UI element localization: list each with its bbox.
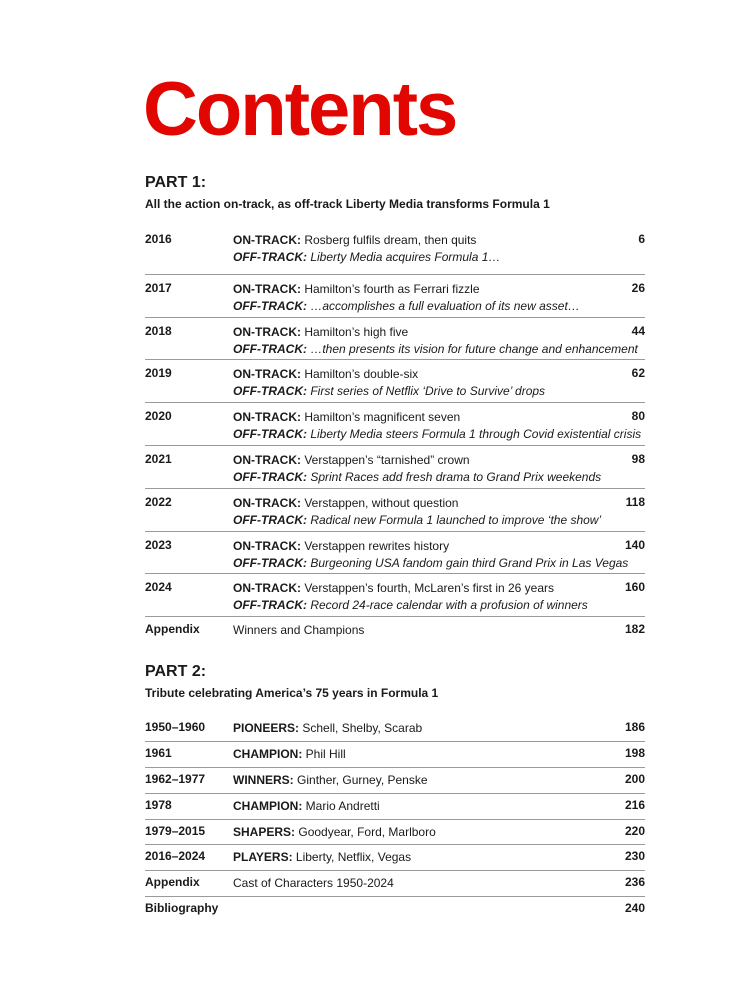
on-track-text: Hamilton’s magnificent seven [304, 410, 461, 425]
toc-description [233, 324, 638, 358]
off-track-text: …accomplishes a full evaluation of its new asset… [310, 298, 580, 313]
part2-subtitle: Tribute celebrating America’s 75 years in Formula 1 [145, 686, 439, 700]
category-text: Schell, Shelby, Scarab [302, 721, 423, 735]
off-track-label: OFF-TRACK: [233, 384, 307, 399]
category-label: PLAYERS: [233, 850, 293, 865]
toc-description [233, 580, 613, 614]
on-track-label: ON-TRACK: [233, 538, 301, 553]
off-track-label: OFF-TRACK: [233, 555, 307, 570]
on-track-text: Verstappen, without question [304, 495, 459, 510]
toc-year: 2018 [145, 323, 172, 338]
category-label: CHAMPION: [233, 798, 303, 813]
part2-heading: PART 2: [145, 663, 207, 680]
toc-page-number: 230 [624, 849, 645, 864]
category-text: Goodyear, Ford, Marlboro [298, 824, 436, 839]
toc-row[interactable] [145, 275, 645, 318]
toc-row[interactable] [145, 446, 645, 489]
toc-year: 2024 [145, 580, 172, 595]
category-text: Mario Andretti [305, 798, 380, 813]
toc-year: 1978 [145, 797, 172, 812]
toc-page-number: 62 [631, 366, 645, 381]
toc-description [233, 452, 613, 486]
toc-page-number: 236 [624, 875, 645, 890]
toc-row[interactable] [145, 532, 645, 575]
on-track-text: Hamilton’s high five [304, 324, 409, 339]
toc-page-number: 118 [625, 494, 645, 509]
toc-year: Bibliography [145, 901, 219, 916]
part1-toc [145, 232, 645, 643]
category-label: WINNERS: [233, 772, 294, 787]
toc-year: 1950–1960 [145, 720, 206, 734]
toc-year: 1961 [145, 745, 172, 760]
toc-description [233, 772, 613, 789]
toc-year: Appendix [145, 622, 200, 637]
category-text: Phil Hill [305, 746, 346, 761]
toc-description [233, 849, 613, 866]
toc-page-number: 240 [624, 901, 645, 916]
toc-page-number: 6 [638, 232, 645, 246]
category-text: Cast of Characters 1950-2024 [233, 876, 394, 891]
toc-page-number: 44 [631, 323, 645, 338]
toc-row[interactable] [145, 897, 645, 923]
toc-year: 2017 [145, 280, 172, 295]
toc-row[interactable] [145, 403, 645, 446]
off-track-text: Liberty Media steers Formula 1 through Covid existential crisis [310, 427, 642, 442]
off-track-text: First series of Netflix ‘Drive to Survive’ drops [310, 384, 546, 399]
toc-description [233, 538, 629, 572]
off-track-label: OFF-TRACK: [233, 427, 307, 442]
on-track-label: ON-TRACK: [233, 410, 301, 425]
off-track-label: OFF-TRACK: [233, 598, 307, 613]
toc-description [233, 824, 613, 841]
on-track-label: ON-TRACK: [233, 281, 301, 296]
category-label: PIONEERS: [233, 721, 300, 735]
toc-row[interactable] [145, 716, 645, 742]
toc-description [233, 875, 613, 892]
part1-heading: PART 1: [145, 174, 207, 191]
toc-year: 2020 [145, 409, 172, 424]
toc-description [233, 281, 613, 315]
toc-year: 1962–1977 [145, 771, 206, 786]
toc-row-appendix[interactable] [145, 617, 645, 643]
off-track-text: Liberty Media acquires Formula 1… [310, 250, 501, 264]
toc-year: 2016–2024 [145, 849, 206, 864]
toc-page-number: 200 [624, 771, 645, 786]
toc-page-number: 216 [624, 797, 645, 812]
on-track-text: Verstappen rewrites history [304, 538, 450, 553]
toc-row[interactable] [145, 318, 645, 361]
on-track-label: ON-TRACK: [233, 324, 301, 339]
category-text: Ginther, Gurney, Penske [297, 772, 428, 787]
part1-subtitle: All the action on-track, as off-track Liberty Media transforms Formula 1 [145, 197, 550, 211]
appendix-text: Winners and Champions [233, 623, 365, 638]
toc-year: 2023 [145, 537, 172, 552]
toc-year: Appendix [145, 875, 200, 890]
page-title: Contents [143, 67, 457, 152]
toc-description [233, 622, 613, 639]
off-track-text: Sprint Races add fresh drama to Grand Prix weekends [310, 469, 602, 484]
off-track-label: OFF-TRACK: [233, 512, 307, 527]
toc-row[interactable] [145, 794, 645, 820]
toc-year: 2022 [145, 494, 172, 509]
toc-row[interactable] [145, 871, 645, 897]
off-track-text: Burgeoning USA fandom gain third Grand Prix in Las Vegas [310, 555, 629, 570]
category-label: CHAMPION: [233, 746, 303, 761]
toc-page-number: 160 [624, 580, 645, 595]
off-track-label: OFF-TRACK: [233, 341, 307, 356]
on-track-text: Hamilton’s fourth as Ferrari fizzle [304, 281, 480, 296]
toc-row[interactable] [145, 845, 645, 871]
toc-description [233, 720, 613, 737]
on-track-label: ON-TRACK: [233, 495, 301, 510]
toc-description [233, 495, 613, 529]
toc-description [233, 746, 613, 763]
toc-row[interactable] [145, 489, 645, 532]
on-track-label: ON-TRACK: [233, 367, 301, 382]
toc-row[interactable] [145, 742, 645, 768]
toc-page-number: 26 [631, 280, 645, 295]
off-track-text: Record 24-race calendar with a profusion of winners [310, 598, 588, 613]
part2-toc [145, 716, 645, 923]
toc-year: 2016 [145, 232, 172, 246]
category-text: Liberty, Netflix, Vegas [295, 850, 412, 865]
off-track-text: …then presents its vision for future change and enhancement [310, 341, 638, 356]
toc-row[interactable] [145, 768, 645, 794]
off-track-label: OFF-TRACK: [233, 250, 307, 264]
on-track-label: ON-TRACK: [233, 233, 301, 247]
on-track-text: Verstappen’s “tarnished” crown [304, 452, 470, 467]
toc-year: 2021 [145, 451, 172, 466]
on-track-label: ON-TRACK: [233, 581, 301, 596]
toc-year: 2019 [145, 366, 172, 381]
off-track-text: Radical new Formula 1 launched to improve ‘the show’ [310, 512, 602, 527]
on-track-text: Rosberg fulfils dream, then quits [304, 233, 477, 247]
toc-page-number: 140 [624, 537, 645, 552]
toc-page-number: 98 [631, 451, 645, 466]
toc-page-number: 186 [624, 720, 645, 734]
on-track-label: ON-TRACK: [233, 452, 301, 467]
toc-row[interactable] [145, 232, 645, 275]
off-track-label: OFF-TRACK: [233, 298, 307, 313]
category-label: SHAPERS: [233, 824, 296, 839]
off-track-label: OFF-TRACK: [233, 469, 307, 484]
toc-page-number: 182 [624, 622, 645, 637]
on-track-text: Verstappen’s fourth, McLaren’s first in 26 years [304, 581, 555, 596]
toc-description [233, 798, 613, 815]
toc-description [233, 366, 613, 400]
toc-page-number: 80 [631, 409, 645, 424]
toc-page-number: 198 [624, 745, 645, 760]
toc-row[interactable] [145, 820, 645, 846]
on-track-text: Hamilton’s double-six [304, 367, 419, 382]
toc-row[interactable] [145, 574, 645, 617]
toc-row[interactable] [145, 360, 645, 403]
toc-page-number: 220 [624, 823, 645, 838]
toc-description [233, 232, 613, 266]
toc-year: 1979–2015 [145, 823, 206, 838]
